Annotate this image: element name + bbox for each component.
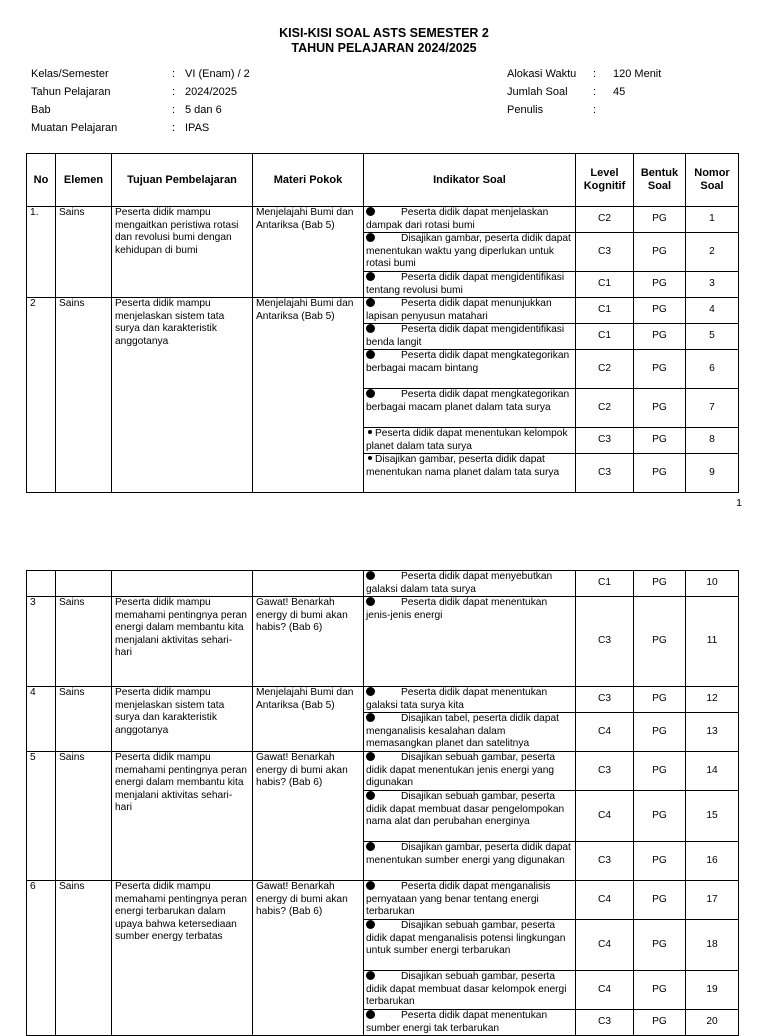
cell-indikator bbox=[364, 881, 576, 920]
cell-indikator bbox=[364, 324, 576, 350]
cell-tujuan: Peserta didik mampu mengaitkan peristiwa rotasi dan revolusi bumi dengan kehidupan di bumi bbox=[112, 207, 253, 298]
cell-level: C2 bbox=[576, 350, 634, 389]
cell-level: C4 bbox=[576, 920, 634, 971]
cell-bentuk: PG bbox=[634, 791, 686, 842]
table-row bbox=[27, 207, 739, 233]
cell-nomor: 20 bbox=[686, 1010, 739, 1036]
cell-level: C3 bbox=[576, 842, 634, 881]
cell-materi: Gawat! Benarkah energy di bumi akan habis? (Bab 6) bbox=[253, 752, 364, 881]
cell-materi bbox=[253, 571, 364, 597]
cell-nomor: 2 bbox=[686, 233, 739, 272]
cell-nomor: 4 bbox=[686, 298, 739, 324]
header-tujuan: Tujuan Pembelajaran bbox=[112, 154, 253, 207]
indikator-text: Peserta didik dapat menyebutkan galaksi dalam tata surya bbox=[366, 571, 553, 595]
cell-indikator bbox=[364, 389, 576, 428]
bullet-icon bbox=[366, 597, 375, 606]
kisi-kisi-table-continued bbox=[26, 570, 739, 1036]
meta-row bbox=[31, 101, 331, 119]
cell-elemen: Sains bbox=[56, 597, 112, 687]
kisi-kisi-table bbox=[26, 153, 739, 493]
cell-materi: Menjelajahi Bumi dan Antariksa (Bab 5) bbox=[253, 298, 364, 493]
meta-value: 5 dan 6 bbox=[185, 104, 222, 116]
cell-nomor: 6 bbox=[686, 350, 739, 389]
title-line-2: TAHUN PELAJARAN 2024/2025 bbox=[291, 40, 477, 55]
cell-bentuk: PG bbox=[634, 324, 686, 350]
cell-bentuk: PG bbox=[634, 272, 686, 298]
cell-nomor: 13 bbox=[686, 713, 739, 752]
cell-tujuan bbox=[112, 571, 253, 597]
cell-materi: Gawat! Benarkah energy di bumi akan habis? (Bab 6) bbox=[253, 597, 364, 687]
cell-indikator bbox=[364, 597, 576, 687]
meta-colon: : bbox=[172, 68, 176, 80]
cell-nomor: 18 bbox=[686, 920, 739, 971]
cell-no: 3 bbox=[27, 597, 56, 687]
cell-indikator bbox=[364, 791, 576, 842]
cell-indikator bbox=[364, 752, 576, 791]
cell-tujuan: Peserta didik mampu menjelaskan sistem tata surya dan karakteristik anggotanya bbox=[112, 687, 253, 752]
cell-bentuk: PG bbox=[634, 350, 686, 389]
indikator-text: Peserta didik dapat menentukan galaksi tata surya kita bbox=[366, 687, 548, 711]
meta-colon: : bbox=[172, 104, 176, 116]
bullet-icon bbox=[366, 752, 375, 761]
cell-bentuk: PG bbox=[634, 454, 686, 493]
cell-level: C3 bbox=[576, 752, 634, 791]
meta-label: Alokasi Waktu bbox=[507, 68, 577, 80]
cell-bentuk: PG bbox=[634, 233, 686, 272]
cell-indikator bbox=[364, 454, 576, 493]
cell-bentuk: PG bbox=[634, 881, 686, 920]
cell-bentuk: PG bbox=[634, 920, 686, 971]
table-row bbox=[27, 597, 739, 687]
indikator-text: Disajikan sebuah gambar, peserta didik dapat membuat dasar pengelompokan nama alat dan perubahan energinya bbox=[366, 791, 565, 827]
cell-level: C4 bbox=[576, 881, 634, 920]
cell-nomor: 11 bbox=[686, 597, 739, 687]
cell-elemen: Sains bbox=[56, 687, 112, 752]
cell-elemen: Sains bbox=[56, 298, 112, 493]
indikator-text: Peserta didik dapat menunjukkan lapisan penyusun matahari bbox=[366, 298, 552, 322]
cell-level: C3 bbox=[576, 454, 634, 493]
cell-nomor: 5 bbox=[686, 324, 739, 350]
cell-level: C3 bbox=[576, 428, 634, 454]
table-row bbox=[27, 571, 739, 597]
table-row bbox=[27, 881, 739, 920]
bullet-icon bbox=[366, 350, 375, 359]
header-nomor: Nomor Soal bbox=[686, 154, 739, 207]
bullet-icon bbox=[366, 1010, 375, 1019]
page-number: 1 bbox=[736, 497, 742, 509]
cell-level: C2 bbox=[576, 207, 634, 233]
cell-nomor: 12 bbox=[686, 687, 739, 713]
indikator-text: Peserta didik dapat mengkategorikan berbagai macam planet dalam tata surya bbox=[366, 389, 570, 413]
cell-no bbox=[27, 571, 56, 597]
cell-tujuan: Peserta didik mampu memahami pentingnya peran energi dalam membantu kita menjalani aktivitas sehari-hari bbox=[112, 752, 253, 881]
cell-materi: Gawat! Benarkah energy di bumi akan habis? (Bab 6) bbox=[253, 881, 364, 1036]
header-no: No bbox=[27, 154, 56, 207]
indikator-text: Disajikan sebuah gambar, peserta didik dapat membuat dasar kelompok energi terbarukan bbox=[366, 971, 567, 1007]
meta-row bbox=[507, 101, 727, 119]
bullet-icon bbox=[366, 389, 375, 398]
meta-value: 2024/2025 bbox=[185, 86, 237, 98]
bullet-icon bbox=[368, 430, 372, 434]
cell-nomor: 15 bbox=[686, 791, 739, 842]
cell-bentuk: PG bbox=[634, 971, 686, 1010]
cell-indikator bbox=[364, 713, 576, 752]
meta-info-right bbox=[507, 65, 727, 119]
header-materi: Materi Pokok bbox=[253, 154, 364, 207]
cell-indikator bbox=[364, 842, 576, 881]
document-page-2 bbox=[0, 552, 768, 1034]
meta-colon: : bbox=[172, 122, 176, 134]
cell-indikator bbox=[364, 571, 576, 597]
bullet-icon bbox=[366, 207, 375, 216]
meta-colon: : bbox=[593, 86, 597, 98]
cell-indikator bbox=[364, 1010, 576, 1036]
cell-nomor: 10 bbox=[686, 571, 739, 597]
cell-bentuk: PG bbox=[634, 597, 686, 687]
indikator-text: Disajikan tabel, peserta didik dapat menganalisis kesalahan dalam memasangkan planet dan satelitnya bbox=[366, 713, 560, 749]
cell-elemen bbox=[56, 571, 112, 597]
cell-level: C1 bbox=[576, 324, 634, 350]
meta-row bbox=[31, 65, 331, 83]
cell-nomor: 3 bbox=[686, 272, 739, 298]
meta-colon: : bbox=[172, 86, 176, 98]
bullet-icon bbox=[366, 920, 375, 929]
cell-bentuk: PG bbox=[634, 389, 686, 428]
bullet-icon bbox=[366, 571, 375, 580]
cell-level: C4 bbox=[576, 791, 634, 842]
cell-bentuk: PG bbox=[634, 752, 686, 791]
meta-colon: : bbox=[593, 68, 597, 80]
cell-level: C3 bbox=[576, 1010, 634, 1036]
cell-elemen: Sains bbox=[56, 881, 112, 1036]
cell-bentuk: PG bbox=[634, 687, 686, 713]
indikator-text: Peserta didik dapat menentukan kelompok planet dalam tata surya bbox=[366, 428, 568, 452]
bullet-icon bbox=[366, 272, 375, 281]
cell-nomor: 1 bbox=[686, 207, 739, 233]
cell-level: C3 bbox=[576, 687, 634, 713]
indikator-text: Peserta didik dapat mengidentifikasi benda langit bbox=[366, 324, 565, 348]
indikator-text: Peserta didik dapat menjelaskan dampak dari rotasi bumi bbox=[366, 207, 549, 231]
cell-indikator bbox=[364, 920, 576, 971]
header-level: Level Kognitif bbox=[576, 154, 634, 207]
bullet-icon bbox=[366, 324, 375, 333]
bullet-icon bbox=[366, 713, 375, 722]
bullet-icon bbox=[366, 687, 375, 696]
cell-level: C1 bbox=[576, 571, 634, 597]
cell-bentuk: PG bbox=[634, 298, 686, 324]
bullet-icon bbox=[366, 233, 375, 242]
cell-bentuk: PG bbox=[634, 207, 686, 233]
meta-row bbox=[507, 83, 727, 101]
indikator-text: Disajikan gambar, peserta didik dapat menentukan waktu yang diperlukan untuk rotasi bumi bbox=[366, 233, 571, 269]
cell-bentuk: PG bbox=[634, 842, 686, 881]
meta-label: Penulis bbox=[507, 104, 544, 116]
cell-no: 5 bbox=[27, 752, 56, 881]
cell-indikator bbox=[364, 207, 576, 233]
table-row bbox=[27, 752, 739, 791]
cell-nomor: 7 bbox=[686, 389, 739, 428]
indikator-text: Disajikan sebuah gambar, peserta didik dapat menganalisis potensi lingkungan untuk sumber energi terbarukan bbox=[366, 920, 566, 956]
cell-level: C4 bbox=[576, 971, 634, 1010]
meta-label: Bab bbox=[31, 104, 51, 116]
bullet-icon bbox=[366, 971, 375, 980]
cell-tujuan: Peserta didik mampu menjelaskan sistem tata surya dan karakteristik anggotanya bbox=[112, 298, 253, 493]
cell-no: 2 bbox=[27, 298, 56, 493]
title-line-1: KISI-KISI SOAL ASTS SEMESTER 2 bbox=[279, 26, 489, 40]
cell-level: C1 bbox=[576, 298, 634, 324]
cell-bentuk: PG bbox=[634, 1010, 686, 1036]
meta-info-left bbox=[31, 65, 331, 137]
meta-row bbox=[31, 83, 331, 101]
header-elemen: Elemen bbox=[56, 154, 112, 207]
indikator-text: Peserta didik dapat mengidentifikasi tentang revolusi bumi bbox=[366, 272, 565, 296]
meta-row bbox=[507, 65, 727, 83]
cell-materi: Menjelajahi Bumi dan Antariksa (Bab 5) bbox=[253, 687, 364, 752]
cell-bentuk: PG bbox=[634, 428, 686, 454]
meta-value: 45 bbox=[613, 86, 626, 98]
indikator-text: Peserta didik dapat mengkategorikan berbagai macam bintang bbox=[366, 350, 570, 374]
cell-nomor: 14 bbox=[686, 752, 739, 791]
cell-level: C3 bbox=[576, 597, 634, 687]
cell-indikator bbox=[364, 687, 576, 713]
cell-no: 1. bbox=[27, 207, 56, 298]
cell-nomor: 19 bbox=[686, 971, 739, 1010]
header-bentuk: Bentuk Soal bbox=[634, 154, 686, 207]
meta-colon: : bbox=[593, 104, 597, 116]
meta-value: IPAS bbox=[185, 122, 210, 134]
meta-label: Tahun Pelajaran bbox=[31, 86, 111, 98]
cell-no: 6 bbox=[27, 881, 56, 1036]
indikator-text: Peserta didik dapat menentukan jenis-jenis energi bbox=[366, 597, 548, 621]
cell-bentuk: PG bbox=[634, 571, 686, 597]
indikator-text: Peserta didik dapat menganalisis pernyataan yang benar tentang energi terbarukan bbox=[366, 881, 551, 917]
meta-row bbox=[31, 119, 331, 137]
header-indikator: Indikator Soal bbox=[364, 154, 576, 207]
cell-materi: Menjelajahi Bumi dan Antariksa (Bab 5) bbox=[253, 207, 364, 298]
cell-indikator bbox=[364, 233, 576, 272]
bullet-icon bbox=[366, 298, 375, 307]
cell-bentuk: PG bbox=[634, 713, 686, 752]
cell-nomor: 17 bbox=[686, 881, 739, 920]
cell-indikator bbox=[364, 298, 576, 324]
meta-label: Muatan Pelajaran bbox=[31, 122, 118, 134]
cell-indikator bbox=[364, 272, 576, 298]
table-row bbox=[27, 298, 739, 324]
table-header-row bbox=[27, 154, 739, 207]
cell-nomor: 8 bbox=[686, 428, 739, 454]
cell-indikator bbox=[364, 428, 576, 454]
indikator-text: Peserta didik dapat menentukan sumber energi tak terbarukan bbox=[366, 1010, 548, 1034]
cell-tujuan: Peserta didik mampu memahami pentingnya peran energi terbarukan dalam upaya bahwa ketersediaan sumber energy terbatas bbox=[112, 881, 253, 1036]
cell-level: C4 bbox=[576, 713, 634, 752]
bullet-icon bbox=[366, 791, 375, 800]
bullet-icon bbox=[366, 842, 375, 851]
cell-nomor: 9 bbox=[686, 454, 739, 493]
cell-level: C2 bbox=[576, 389, 634, 428]
cell-nomor: 16 bbox=[686, 842, 739, 881]
indikator-text: Disajikan sebuah gambar, peserta didik dapat menentukan jenis energi yang digunakan bbox=[366, 752, 556, 788]
cell-level: C1 bbox=[576, 272, 634, 298]
meta-label: Jumlah Soal bbox=[507, 86, 568, 98]
bullet-icon bbox=[366, 881, 375, 890]
document-title bbox=[0, 26, 768, 55]
meta-label: Kelas/Semester bbox=[31, 68, 109, 80]
meta-value: 120 Menit bbox=[613, 68, 662, 80]
indikator-text: Disajikan gambar, peserta didik dapat menentukan nama planet dalam tata surya bbox=[366, 454, 560, 478]
indikator-text: Disajikan gambar, peserta didik dapat menentukan sumber energi yang digunakan bbox=[366, 842, 571, 866]
bullet-icon bbox=[368, 456, 372, 460]
cell-no: 4 bbox=[27, 687, 56, 752]
cell-indikator bbox=[364, 350, 576, 389]
table-row bbox=[27, 687, 739, 713]
cell-tujuan: Peserta didik mampu memahami pentingnya peran energi dalam membantu kita menjalani aktivitas sehari-hari bbox=[112, 597, 253, 687]
cell-level: C3 bbox=[576, 233, 634, 272]
cell-indikator bbox=[364, 971, 576, 1010]
meta-value: VI (Enam) / 2 bbox=[185, 68, 250, 80]
cell-elemen: Sains bbox=[56, 207, 112, 298]
cell-elemen: Sains bbox=[56, 752, 112, 881]
